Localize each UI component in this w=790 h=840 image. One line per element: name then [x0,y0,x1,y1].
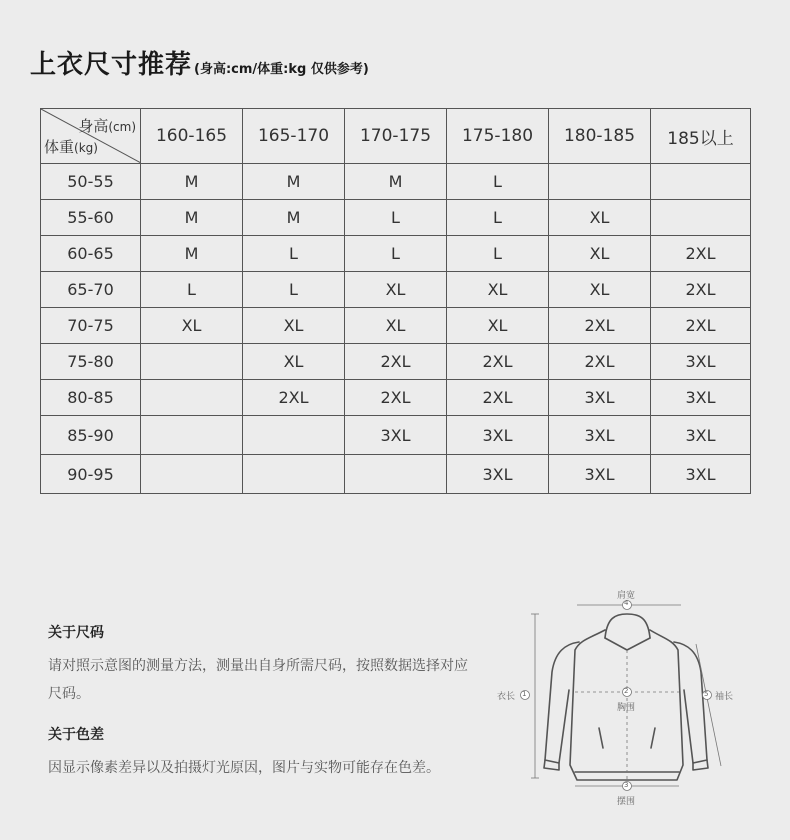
size-cell: 3XL [345,416,447,455]
weight-cell: 65-70 [41,272,141,308]
size-cell: M [345,164,447,200]
hem-label: 摆围 [617,797,636,807]
size-cell: 3XL [447,416,549,455]
size-cell: XL [345,308,447,344]
size-cell: M [141,200,243,236]
length-num: 1 [522,690,527,698]
title-main: 上衣尺寸推荐 [30,50,193,80]
size-cell: 3XL [651,416,751,455]
about-size-text: 请对照示意图的测量方法，测量出自身所需尺码，按照数据选择对应尺码。 [48,658,468,702]
size-cell: 2XL [651,236,751,272]
size-cell: XL [447,272,549,308]
size-cell: L [243,236,345,272]
size-cell: 2XL [447,344,549,380]
size-cell: 2XL [243,380,345,416]
table-row [41,455,751,494]
size-cell: 2XL [447,380,549,416]
size-cell: L [243,272,345,308]
size-cell: 3XL [549,455,651,494]
sleeve-num: 5 [704,690,709,698]
hem-num: 3 [624,781,629,789]
about-size-heading: 关于尺码 [48,625,104,641]
size-cell: M [141,164,243,200]
title-note: (身高:cm/体重:kg 仅供参考) [194,62,369,77]
table-row [41,272,751,308]
corner-height-label: 身高(cm) [78,117,136,135]
weight-cell: 55-60 [41,200,141,236]
height-column-header: 170-175 [345,109,447,164]
about-color-section [48,724,468,782]
size-cell: L [345,236,447,272]
chest-num: 2 [624,687,629,695]
size-cell [243,455,345,494]
size-cell: 2XL [549,308,651,344]
weight-cell: 50-55 [41,164,141,200]
size-cell: 2XL [549,344,651,380]
measurement-diagram [485,580,785,820]
about-color-heading: 关于色差 [48,727,104,743]
size-cell: 3XL [549,416,651,455]
length-label: 衣长 [497,692,516,702]
size-cell: 3XL [651,455,751,494]
size-cell: 2XL [651,308,751,344]
sleeve-label: 袖长 [715,692,734,702]
corner-weight-label: 体重(kg) [44,138,98,156]
size-cell: 3XL [549,380,651,416]
weight-cell: 90-95 [41,455,141,494]
size-cell [345,455,447,494]
chest-label: 胸围 [617,703,636,713]
height-column-header: 160-165 [141,109,243,164]
size-cell: XL [549,200,651,236]
size-cell: XL [549,236,651,272]
size-cell: L [141,272,243,308]
table-row [41,380,751,416]
size-cell: L [345,200,447,236]
size-cell [141,455,243,494]
size-cell: 2XL [345,380,447,416]
height-column-header: 180-185 [549,109,651,164]
size-cell: XL [549,272,651,308]
shoulder-num: 4 [624,599,629,607]
weight-cell: 80-85 [41,380,141,416]
page-title [30,44,369,81]
size-cell: M [141,236,243,272]
size-cell [549,164,651,200]
table-row [41,416,751,455]
size-cell: XL [243,344,345,380]
size-cell: 2XL [651,272,751,308]
height-column-header: 175-180 [447,109,549,164]
size-cell [651,164,751,200]
shoulder-label: 肩宽 [617,591,636,601]
size-cell: XL [345,272,447,308]
size-cell [651,200,751,236]
size-cell: XL [141,308,243,344]
size-cell: M [243,164,345,200]
size-cell [141,380,243,416]
size-cell: 3XL [447,455,549,494]
table-row [41,164,751,200]
size-cell: L [447,236,549,272]
about-color-text: 因显示像素差异以及拍摄灯光原因，图片与实物可能存在色差。 [48,760,440,776]
size-cell: L [447,200,549,236]
table-body [41,164,751,494]
table-row [41,344,751,380]
corner-cell [41,109,141,164]
weight-cell: 70-75 [41,308,141,344]
weight-cell: 75-80 [41,344,141,380]
about-size-section [48,622,468,708]
size-cell: L [447,164,549,200]
size-cell: XL [243,308,345,344]
size-cell: 3XL [651,344,751,380]
size-cell [141,344,243,380]
size-table [40,108,751,494]
table-header-row [41,109,751,164]
size-cell [243,416,345,455]
size-cell [141,416,243,455]
table-row [41,308,751,344]
table-row [41,200,751,236]
size-cell: 3XL [651,380,751,416]
table-row [41,236,751,272]
height-column-header: 185以上 [651,109,751,164]
size-cell: XL [447,308,549,344]
size-cell: 2XL [345,344,447,380]
weight-cell: 60-65 [41,236,141,272]
height-column-header: 165-170 [243,109,345,164]
weight-cell: 85-90 [41,416,141,455]
size-cell: M [243,200,345,236]
